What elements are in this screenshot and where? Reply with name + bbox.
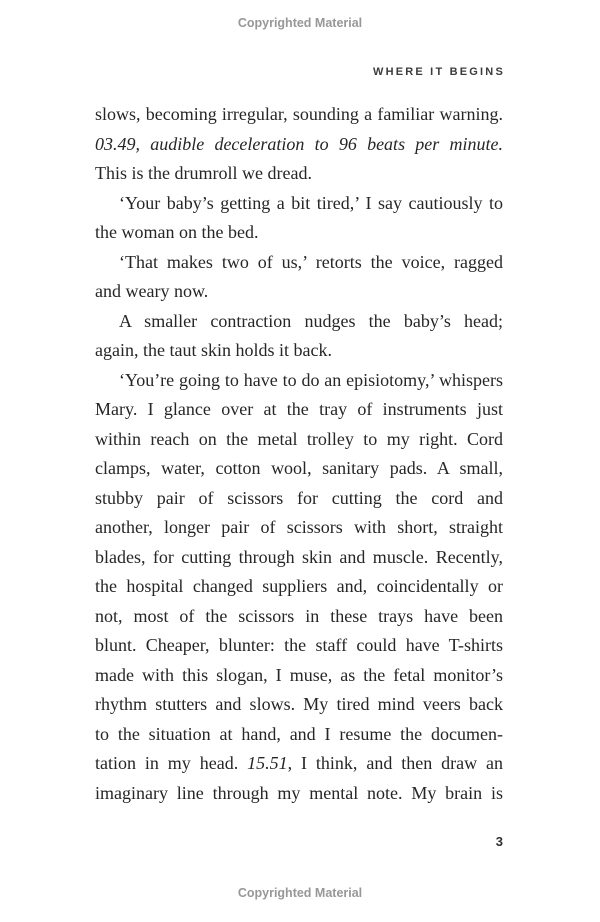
text-segment: another, longer pair of scissors with short, straight [95, 517, 503, 537]
text-segment: ‘You’re going to have to do an episiotomy,’ whispers [119, 369, 503, 390]
bottom-copyright-notice: Copyrighted Material [237, 886, 363, 900]
text-segment: Mary. I glance over at the tray of instruments just [95, 399, 503, 419]
text-line [95, 484, 503, 514]
text-segment: blunt. Cheaper, blunter: the staff could have T-shirts [95, 635, 503, 655]
text-segment: and weary now. [95, 281, 209, 301]
italic-text-segment: 03.49, audible deceleration to 96 beats per minute. [95, 133, 503, 154]
text-line [95, 100, 503, 130]
text-segment: clamps, water, cotton wool, sanitary pads. A small, [95, 458, 503, 478]
running-header-label: WHERE IT BEGINS [372, 66, 505, 78]
text-line [95, 543, 503, 573]
text-line [95, 159, 503, 189]
text-line [95, 749, 503, 779]
text-line [95, 277, 503, 307]
text-line [95, 366, 503, 396]
italic-text-segment: 15.51 [247, 753, 288, 773]
body-text [95, 100, 503, 808]
text-segment: imaginary line through my mental note. My brain is [95, 782, 503, 803]
text-line [95, 631, 503, 661]
text-line [95, 513, 503, 543]
running-header [95, 66, 503, 78]
text-line [95, 572, 503, 602]
text-segment: rhythm stutters and slows. My tired mind veers back [95, 694, 503, 714]
text-line [95, 248, 503, 278]
text-segment: tation in my head. [95, 753, 248, 773]
text-line [95, 336, 503, 366]
text-line [95, 189, 503, 219]
text-segment: , I think, and then draw an [287, 753, 503, 773]
text-segment: This is the drumroll we dread. [95, 163, 312, 183]
text-segment: slows, becoming irregular, sounding a familiar warning. [95, 104, 503, 124]
text-segment: not, most of the scissors in these trays have been [95, 605, 503, 626]
text-line [95, 130, 503, 160]
text-segment: blades, for cutting through skin and muscle. Recently, [95, 546, 503, 567]
text-line [95, 690, 503, 720]
text-line [95, 395, 503, 425]
text-line [95, 425, 503, 455]
text-line [95, 661, 503, 691]
text-segment: the hospital changed suppliers and, coincidentally or [95, 576, 503, 596]
text-line [95, 218, 503, 248]
top-copyright-notice: Copyrighted Material [237, 16, 363, 30]
text-line [95, 720, 503, 750]
text-segment: A smaller contraction nudges the baby’s head; [119, 310, 503, 331]
text-segment: ‘Your baby’s getting a bit tired,’ I say cautiously to [119, 192, 503, 213]
text-line [95, 307, 503, 337]
text-line [95, 454, 503, 484]
text-segment: to the situation at hand, and I resume the documen- [95, 723, 503, 744]
text-segment: within reach on the metal trolley to my right. Cord [95, 428, 503, 449]
text-segment: ‘That makes two of us,’ retorts the voice, ragged [119, 251, 503, 272]
text-line [95, 779, 503, 809]
page-number: 3 [495, 834, 503, 849]
text-line [95, 602, 503, 632]
text-segment: the woman on the bed. [95, 222, 259, 242]
text-segment: stubby pair of scissors for cutting the cord and [95, 487, 503, 508]
text-segment: made with this slogan, I muse, as the fetal monitor’s [95, 664, 503, 685]
text-segment: again, the taut skin holds it back. [95, 340, 332, 360]
